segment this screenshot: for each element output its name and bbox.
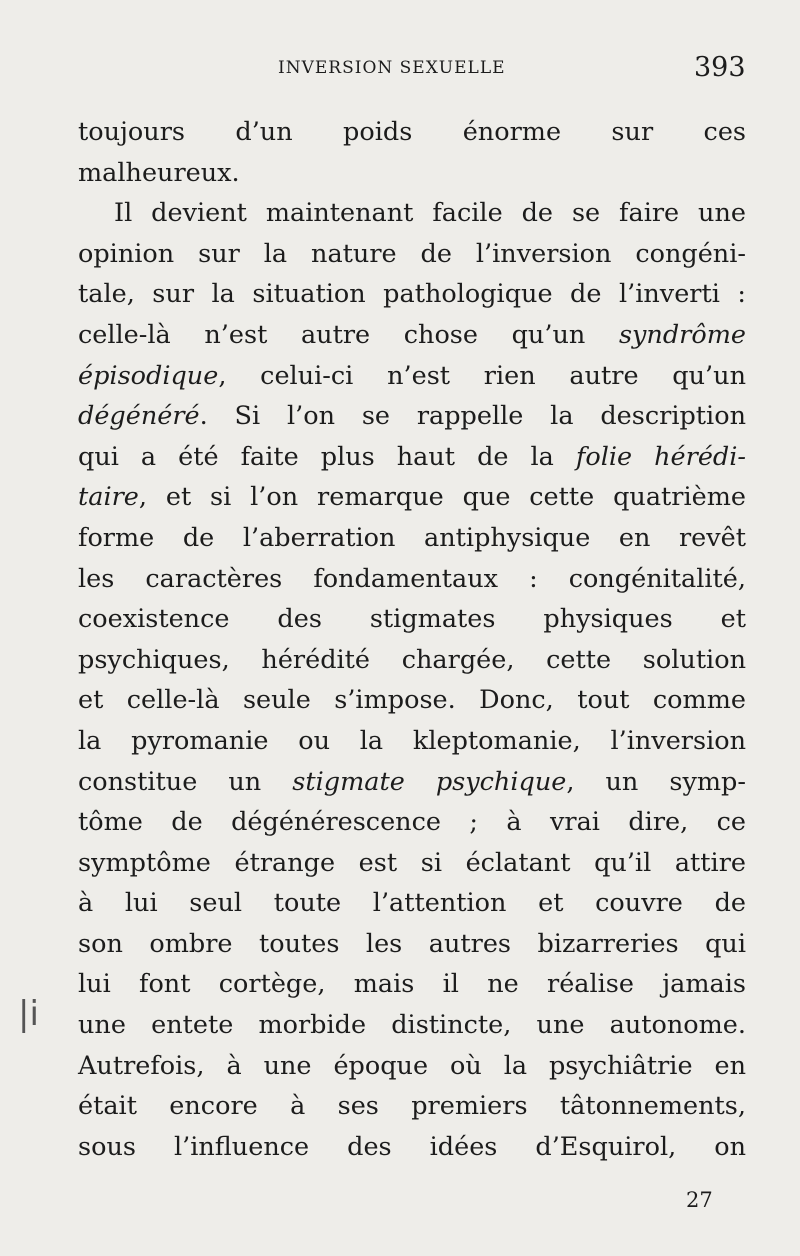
text-line [78,762,746,803]
text-span: une entete morbide distincte, une autonome. [78,1010,746,1041]
text-line [78,437,746,478]
text-span: forme de l’aberration antiphysique en revêt [78,522,746,553]
text-span: . Si l’on se rappelle la description [199,401,746,432]
text-span: coexistence des stigmates physiques et [78,604,746,635]
text-span: malheureux. [78,157,240,188]
text-line [78,112,746,153]
text-span: , un symp- [566,766,746,797]
italic-text: syndrôme [618,319,746,350]
text-span: la pyromanie ou la kleptomanie, l’inversion [78,725,746,756]
text-line [78,559,746,600]
text-span: constitue un [78,766,293,797]
text-span: sous l’influence des idées d’Esquirol, on [78,1131,746,1162]
text-span: , celui-ci n’est rien autre qu’un [218,360,746,391]
text-line [78,1127,746,1168]
text-span: Il devient maintenant facile de se faire une [114,198,746,229]
text-span: les caractères fondamentaux : congénitalité, [78,563,746,594]
italic-text: folie hérédi- [575,441,747,472]
text-line [78,843,746,884]
text-line [78,356,746,397]
text-span: son ombre toutes les autres bizarreries qui [78,928,746,959]
text-span: et celle-là seule s’impose. Donc, tout comme [78,685,746,716]
text-line [78,599,746,640]
text-line [78,274,746,315]
text-line [78,153,746,194]
text-line [78,315,746,356]
text-span: , et si l’on remarque que cette quatrième [138,482,746,513]
text-line [78,640,746,681]
text-line [78,680,746,721]
text-span: Autrefois, à une époque où la psychiâtrie en [78,1050,746,1081]
italic-text: taire [78,482,139,513]
text-line [78,477,746,518]
text-line [78,1005,746,1046]
italic-text: dégénéré [78,401,200,432]
text-line [78,924,746,965]
text-line [78,234,746,275]
text-span: lui font cortège, mais il ne réalise jamais [78,969,746,1000]
text-line [78,883,746,924]
text-span: qui a été faite plus haut de la [78,441,576,472]
text-span: était encore à ses premiers tâtonnements, [78,1091,746,1122]
italic-text: épisodique [78,360,219,391]
text-line [78,802,746,843]
text-span: symptôme étrange est si éclatant qu’il attire [78,847,746,878]
italic-text: stigmate psychique [292,766,567,797]
text-span: psychiques, hérédité chargée, cette solution [78,644,746,675]
text-line [78,721,746,762]
text-span: toujours d’un poids énorme sur ces [78,117,746,147]
margin-annotation: |i [18,994,39,1034]
text-line [78,193,746,234]
page-number: 393 [694,52,746,83]
running-head [0,52,800,92]
running-title: INVERSION SEXUELLE [278,58,506,78]
text-span: à lui seul toute l’attention et couvre de [78,888,746,919]
text-span: tôme de dégénérescence ; à vrai dire, ce [78,807,746,838]
body-text [78,112,746,1167]
text-line [78,396,746,437]
text-span: tale, sur la situation pathologique de l’inverti : [78,279,746,310]
text-line [78,964,746,1005]
signature-mark: 27 [686,1188,713,1212]
text-span: opinion sur la nature de l’inversion congéni- [78,238,746,269]
text-line [78,518,746,559]
text-line [78,1046,746,1087]
text-line [78,1086,746,1127]
text-span: celle-là n’est autre chose qu’un [78,319,619,350]
